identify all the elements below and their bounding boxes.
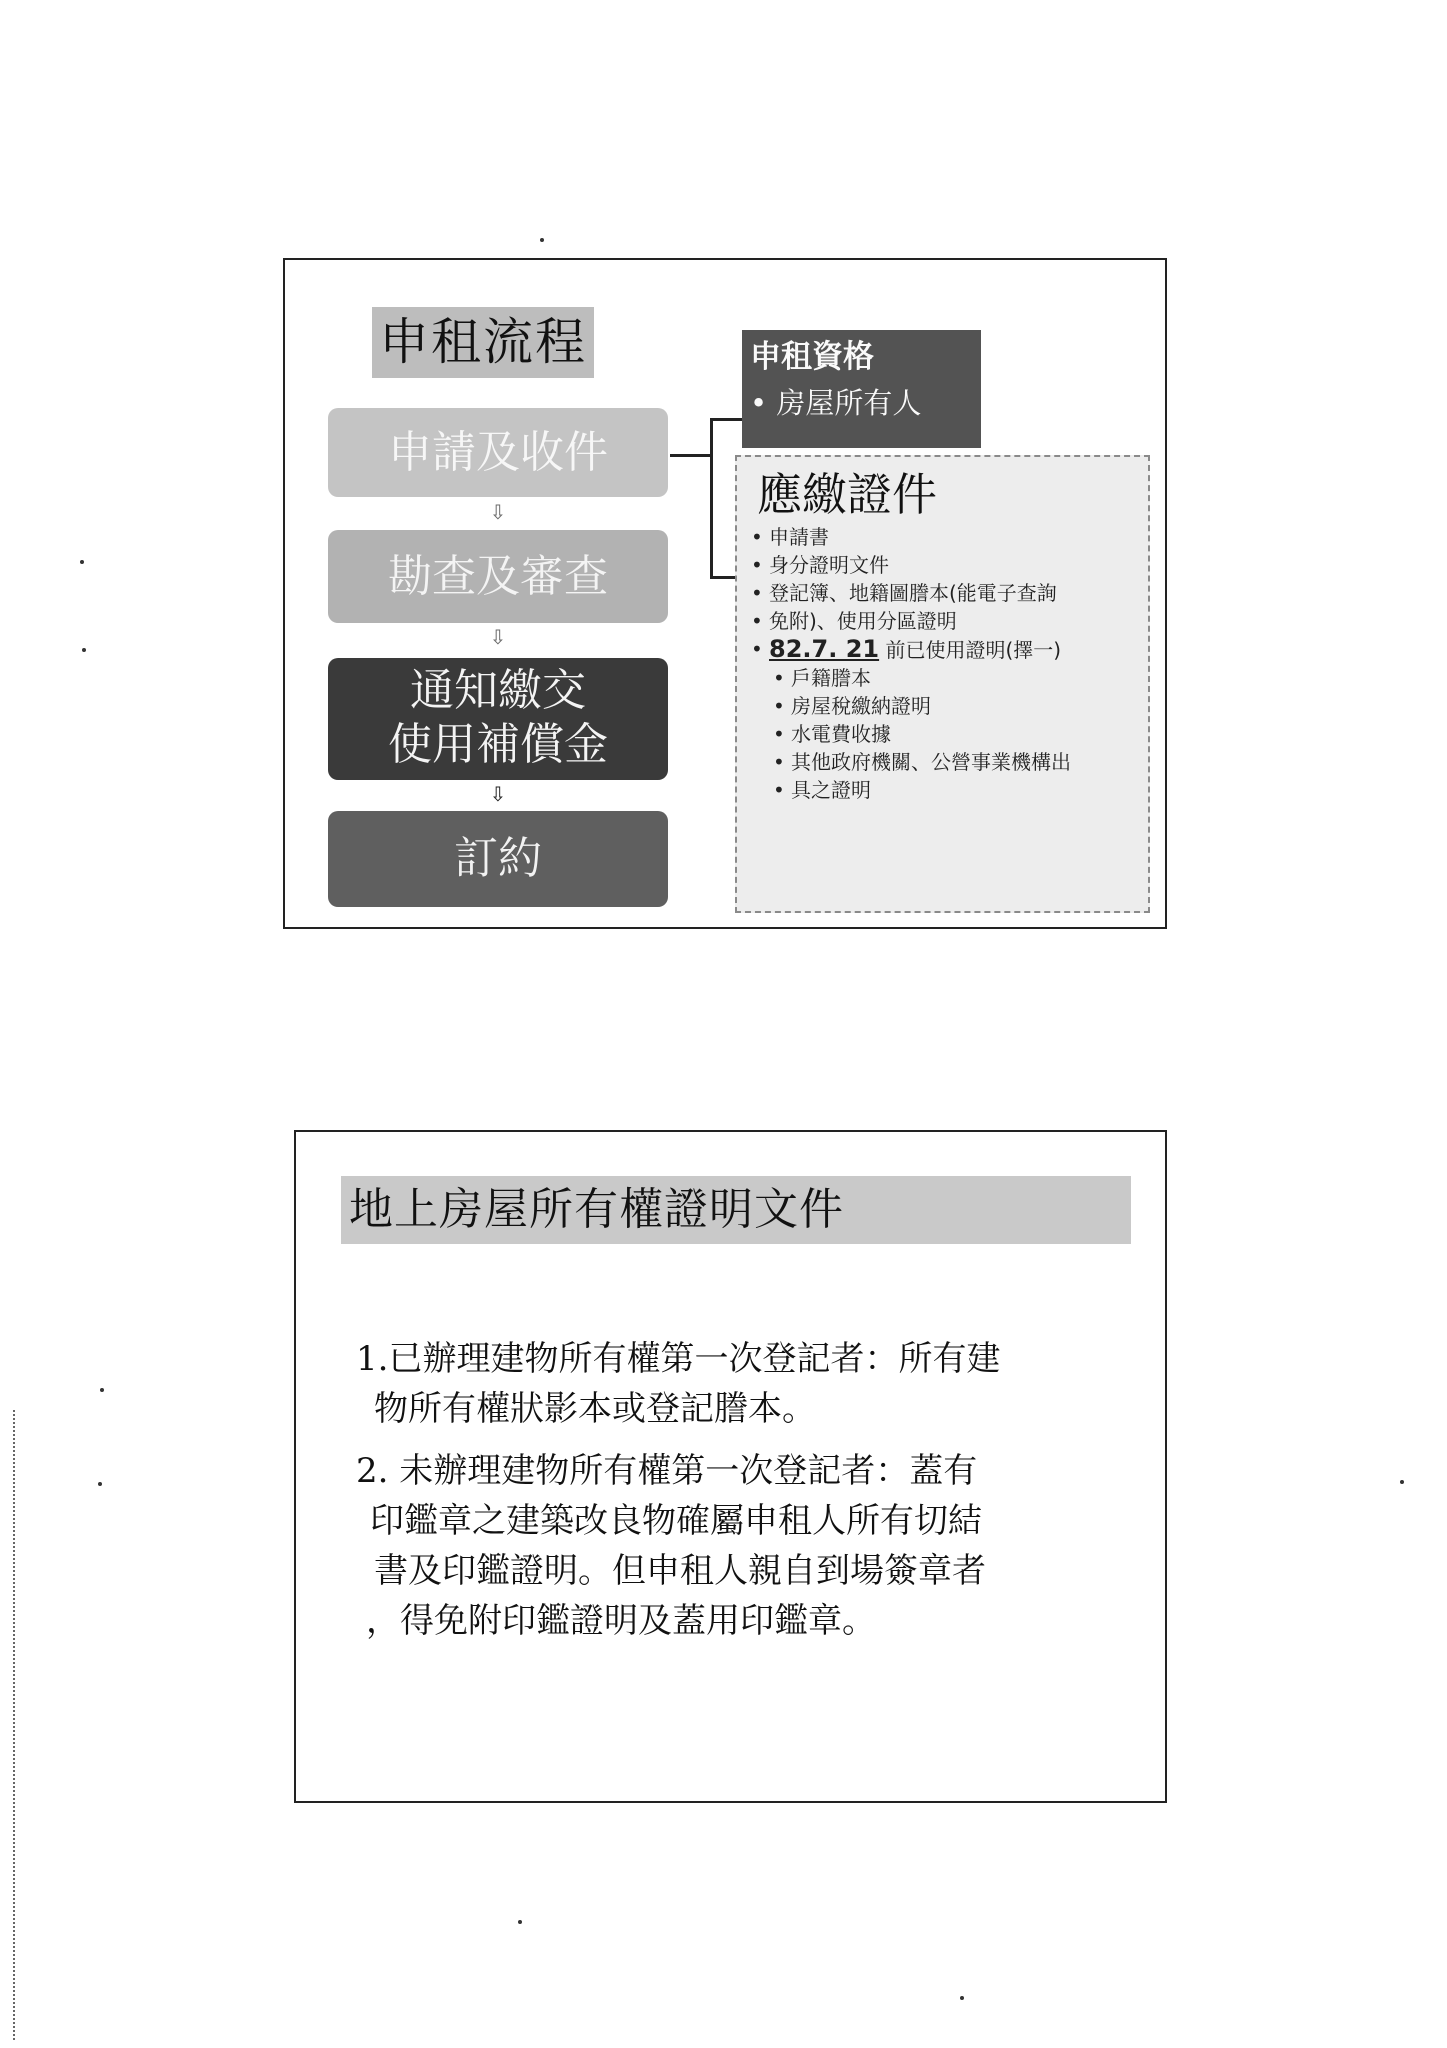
step-apply-receive: 申請及收件 bbox=[328, 408, 668, 497]
scan-speck bbox=[518, 1920, 522, 1924]
date-text: 82.7. 21 bbox=[769, 635, 880, 663]
connector-line bbox=[710, 418, 713, 577]
text-line: 印鑑章之建築改良物確屬申租人所有切結 bbox=[370, 1501, 982, 1541]
step-notify-payment bbox=[328, 658, 668, 780]
qualification-title: 申租資格 bbox=[750, 339, 874, 375]
scan-speck bbox=[82, 648, 86, 652]
step-notify-line1: 通知繳交 bbox=[410, 665, 586, 716]
sub-list-item: • 其他政府機關、公營事業機構出 bbox=[747, 748, 1138, 776]
text-line: 物所有權狀影本或登記謄本。 bbox=[374, 1389, 816, 1429]
sub-list-item: • 房屋稅繳納證明 bbox=[747, 692, 1138, 720]
scan-speck bbox=[1400, 1480, 1404, 1484]
slide2-body bbox=[356, 1334, 1126, 1658]
slide-application-process bbox=[283, 258, 1167, 929]
step-inspect-review: 勘查及審查 bbox=[328, 530, 668, 623]
sub-list-item-continuation bbox=[747, 776, 1138, 804]
date-suffix: 前已使用證明(擇一) bbox=[885, 638, 1062, 662]
text-line: 1.已辦理建物所有權第一次登記者：所有建 bbox=[356, 1339, 1001, 1379]
documents-list bbox=[747, 523, 1138, 804]
step-notify-line2: 使用補償金 bbox=[388, 719, 608, 770]
paragraph-registered bbox=[356, 1334, 1126, 1434]
scan-speck bbox=[960, 1996, 964, 2000]
scan-speck bbox=[100, 1388, 104, 1392]
paragraph-unregistered bbox=[356, 1446, 1126, 1646]
scan-speck bbox=[98, 1482, 102, 1486]
scan-speck bbox=[80, 560, 84, 564]
slide2-title: 地上房屋所有權證明文件 bbox=[341, 1176, 1131, 1244]
list-item-continuation bbox=[747, 607, 1138, 635]
list-item: • 登記簿、地籍圖謄本(能電子查詢 bbox=[747, 579, 1138, 607]
connector-line bbox=[670, 454, 710, 457]
qualification-item-text: 房屋所有人 bbox=[776, 386, 922, 420]
scan-speck bbox=[540, 238, 544, 242]
qualification-box bbox=[742, 330, 981, 448]
list-item-text: 免附)、使用分區證明 bbox=[769, 609, 957, 633]
step-sign-contract: 訂約 bbox=[328, 811, 668, 907]
sub-list-item: • 戶籍謄本 bbox=[747, 664, 1138, 692]
down-arrow-icon: ⇩ bbox=[489, 500, 507, 524]
connector-line bbox=[710, 418, 743, 421]
slide-ownership-documents bbox=[294, 1130, 1167, 1803]
scan-edge-line bbox=[13, 1410, 15, 2040]
documents-title: 應繳證件 bbox=[757, 468, 938, 521]
list-item-text: 具之證明 bbox=[791, 778, 871, 802]
sub-list-item: • 水電費收據 bbox=[747, 720, 1138, 748]
down-arrow-icon: ⇩ bbox=[489, 782, 507, 806]
required-documents-box bbox=[735, 455, 1150, 913]
text-line: 書及印鑑證明。但申租人親自到場簽章者 bbox=[374, 1551, 986, 1591]
flow-title: 申租流程 bbox=[372, 307, 594, 378]
list-item: • 申請書 bbox=[747, 523, 1138, 551]
text-line: 2. 未辦理建物所有權第一次登記者：蓋有 bbox=[356, 1451, 978, 1491]
qualification-item: • 房屋所有人 bbox=[750, 386, 922, 420]
list-item-date bbox=[747, 635, 1138, 664]
text-line: ，得免附印鑑證明及蓋用印鑑章。 bbox=[366, 1601, 876, 1641]
list-item: • 身分證明文件 bbox=[747, 551, 1138, 579]
down-arrow-icon: ⇩ bbox=[489, 625, 507, 649]
